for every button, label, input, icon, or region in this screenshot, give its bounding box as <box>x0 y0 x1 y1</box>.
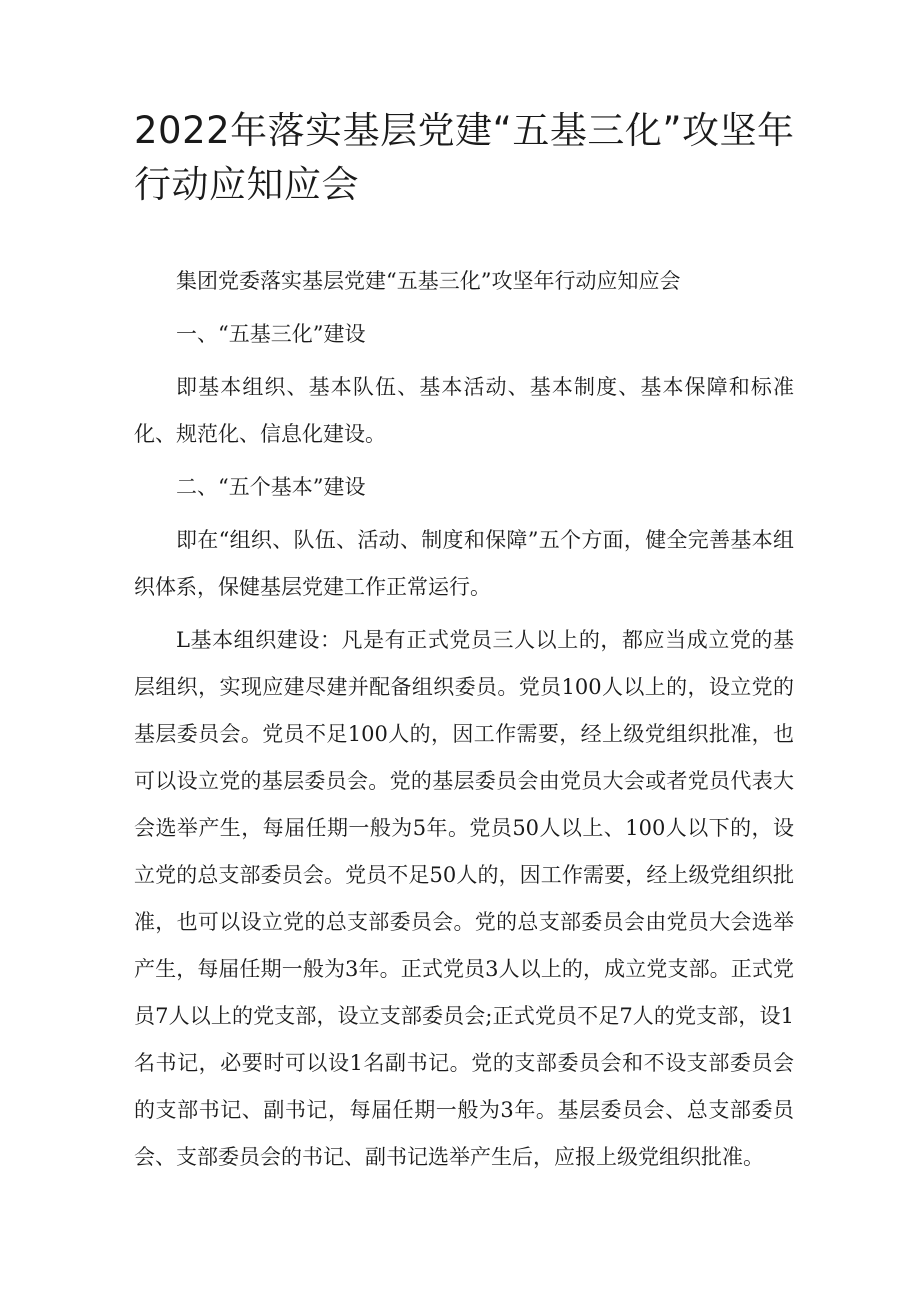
document-title: 2022年落实基层党建“五基三化”攻坚年行动应知应会 <box>134 109 795 206</box>
document-body <box>134 258 794 1181</box>
section-heading-2: 二、“五个基本”建设 <box>176 475 366 499</box>
subtitle-paragraph: 集团党委落实基层党建“五基三化”攻坚年行动应知应会 <box>176 269 681 293</box>
section-body-2: 即在“组织、队伍、活动、制度和保障”五个方面，健全完善基本组织体系，保健基层党建工作正常运行。 <box>134 528 794 599</box>
section-heading-1: 一、“五基三化”建设 <box>176 322 366 346</box>
section-body-1: 即基本组织、基本队伍、基本活动、基本制度、基本保障和标准化、规范化、信息化建设。 <box>134 375 794 446</box>
organization-building-paragraph: L基本组织建设：凡是有正式党员三人以上的，都应当成立党的基层组织，实现应建尽建并配备组织委员。党员100人以上的，设立党的基层委员会。党员不足100人的，因工作需要，经上级党组织批准，也可以设立党的基层委员会。党的基层委员会由党员大会或者党员代表大会选举产生，每届任期一般为5年。党员50人以上、100人以下的，设立党的总支部委员会。党员不足50人的，因工作需要，经上级党组织批准，也可以设立党的总支部委员会。党的总支部委员会由党员大会选举产生，每届任期一般为3年。正式党员3人以上的，成立党支部。正式党员7人以上的党支部，设立支部委员会;正式党员不足7人的党支部，设1名书记，必要时可以设1名副书记。党的支部委员会和不设支部委员会的支部书记、副书记，每届任期一般为3年。基层委员会、总支部委员会、支部委员会的书记、副书记选举产生后，应报上级党组织批准。 <box>134 628 794 1169</box>
